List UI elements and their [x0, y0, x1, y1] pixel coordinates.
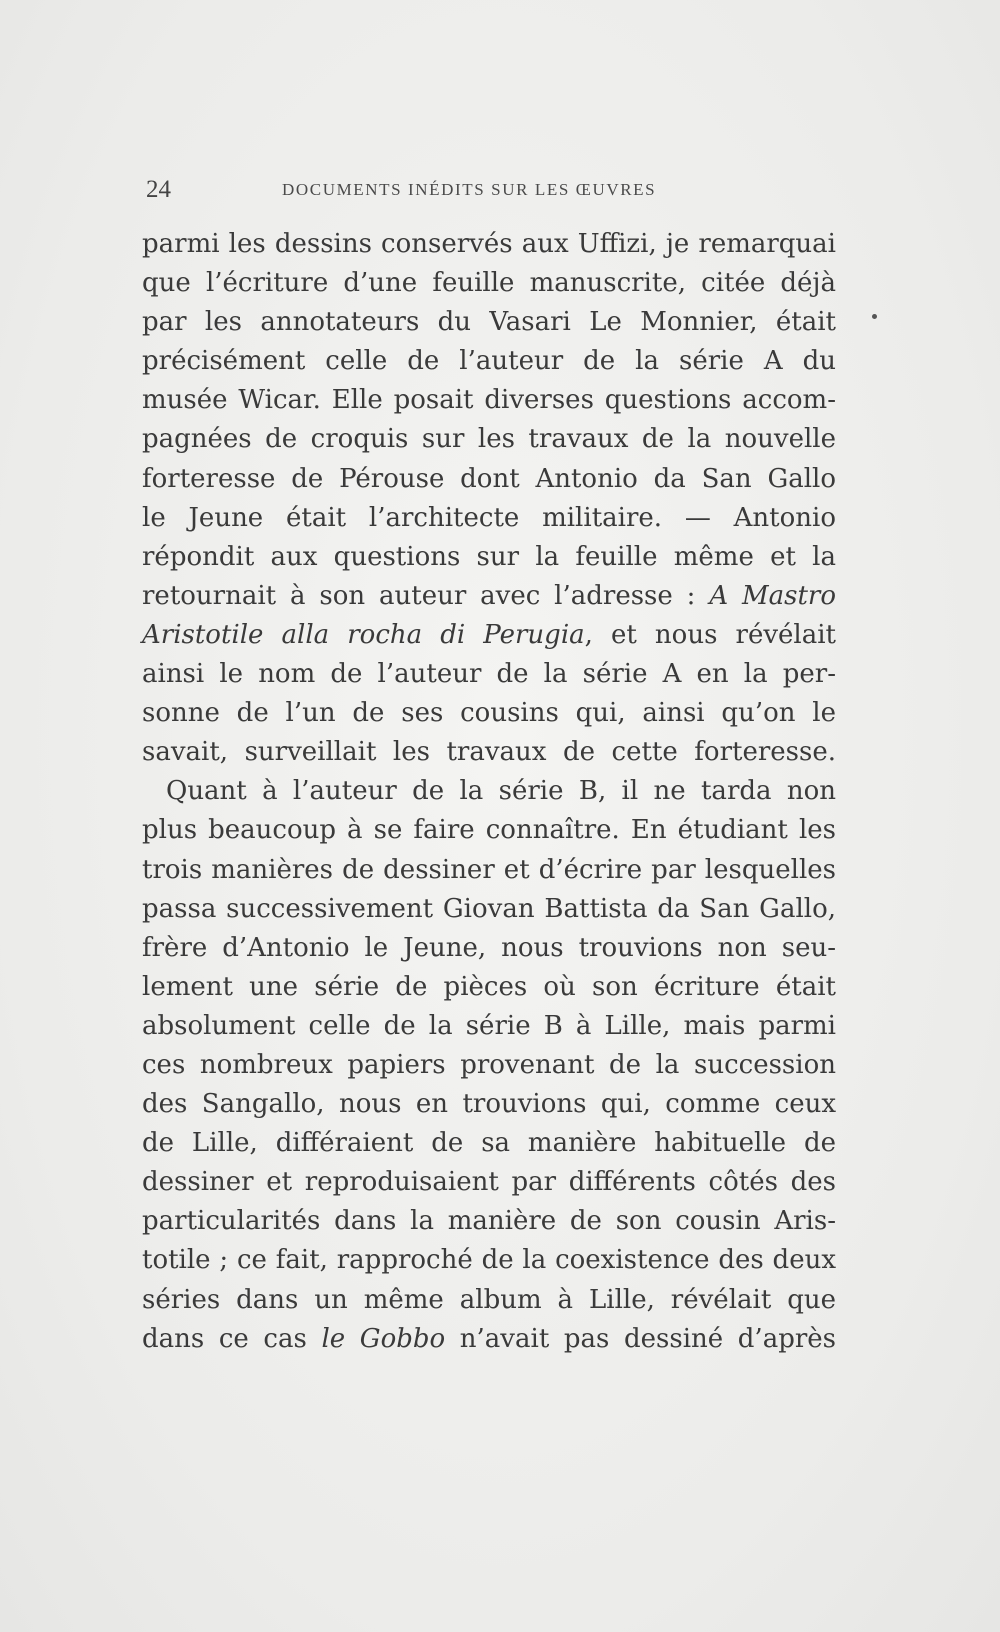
text-line: trois manières de dessiner et d’écrire par lesquelles: [142, 854, 836, 885]
running-head: [146, 176, 846, 206]
text-line: passa successivement Giovan Battista da San Gallo,: [142, 893, 836, 924]
text-line: frère d’Antonio le Jeune, nous trouvions non seu-: [142, 932, 836, 963]
body-text: [142, 225, 836, 1359]
text-line: précisément celle de l’auteur de la série A du: [142, 346, 836, 377]
margin-mark: [872, 314, 877, 319]
text-line: le Jeune était l’architecte militaire. — Antonio: [142, 502, 836, 533]
text-line: [142, 1320, 836, 1359]
text-line: particularités dans la manière de son cousin Aris-: [142, 1206, 836, 1237]
text-line: ainsi le nom de l’auteur de la série A en la per-: [142, 659, 836, 690]
text-line: pagnées de croquis sur les travaux de la nouvelle: [142, 424, 836, 455]
text-line: par les annotateurs du Vasari Le Monnier, était: [142, 307, 836, 338]
italic-address-cont: Aristotile alla rocha di Perugia: [142, 619, 585, 650]
text-fragment: n’avait pas dessiné d’après: [459, 1323, 836, 1354]
text-line: de Lille, différaient de sa manière habituelle de: [142, 1128, 836, 1159]
text-line: sonne de l’un de ses cousins qui, ainsi qu’on le: [142, 698, 836, 729]
text-line: totile ; ce fait, rapproché de la coexistence des deux: [142, 1245, 836, 1276]
text-line: séries dans un même album à Lille, révélait que: [142, 1284, 836, 1315]
text-fragment: dans ce cas: [142, 1323, 307, 1354]
text-line: dessiner et reproduisaient par différents côtés des: [142, 1167, 836, 1198]
text-line: plus beaucoup à se faire connaître. En étudiant les: [142, 815, 836, 846]
text-fragment: retournait à son auteur avec l’adresse :: [142, 580, 696, 611]
text-line: parmi les dessins conservés aux Uffizi, je remarquai: [142, 229, 836, 259]
text-line: savait, surveillait les travaux de cette forteresse.: [142, 737, 836, 768]
text-fragment: , et nous révélait: [584, 619, 836, 650]
italic-address: A Mastro: [709, 580, 836, 611]
text-line: absolument celle de la série B à Lille, mais parmi: [142, 1010, 836, 1041]
text-line: répondit aux questions sur la feuille même et la: [142, 541, 836, 572]
text-line: des Sangallo, nous en trouvions qui, comme ceux: [142, 1089, 836, 1120]
text-line: forteresse de Pérouse dont Antonio da San Gallo: [142, 463, 836, 494]
text-line: Quant à l’auteur de la série B, il ne tarda non: [166, 776, 836, 807]
italic-name: le Gobbo: [321, 1323, 446, 1354]
text-line: que l’écriture d’une feuille manuscrite, citée déjà: [142, 268, 836, 299]
text-line: [142, 577, 836, 616]
text-line: ces nombreux papiers provenant de la succession: [142, 1049, 836, 1080]
text-line: musée Wicar. Elle posait diverses questions accom-: [142, 385, 836, 416]
text-line: lement une série de pièces où son écriture était: [142, 971, 836, 1002]
page-number: 24: [146, 176, 171, 203]
running-title: DOCUMENTS INÉDITS SUR LES ŒUVRES: [282, 180, 657, 199]
text-line: [142, 616, 836, 655]
